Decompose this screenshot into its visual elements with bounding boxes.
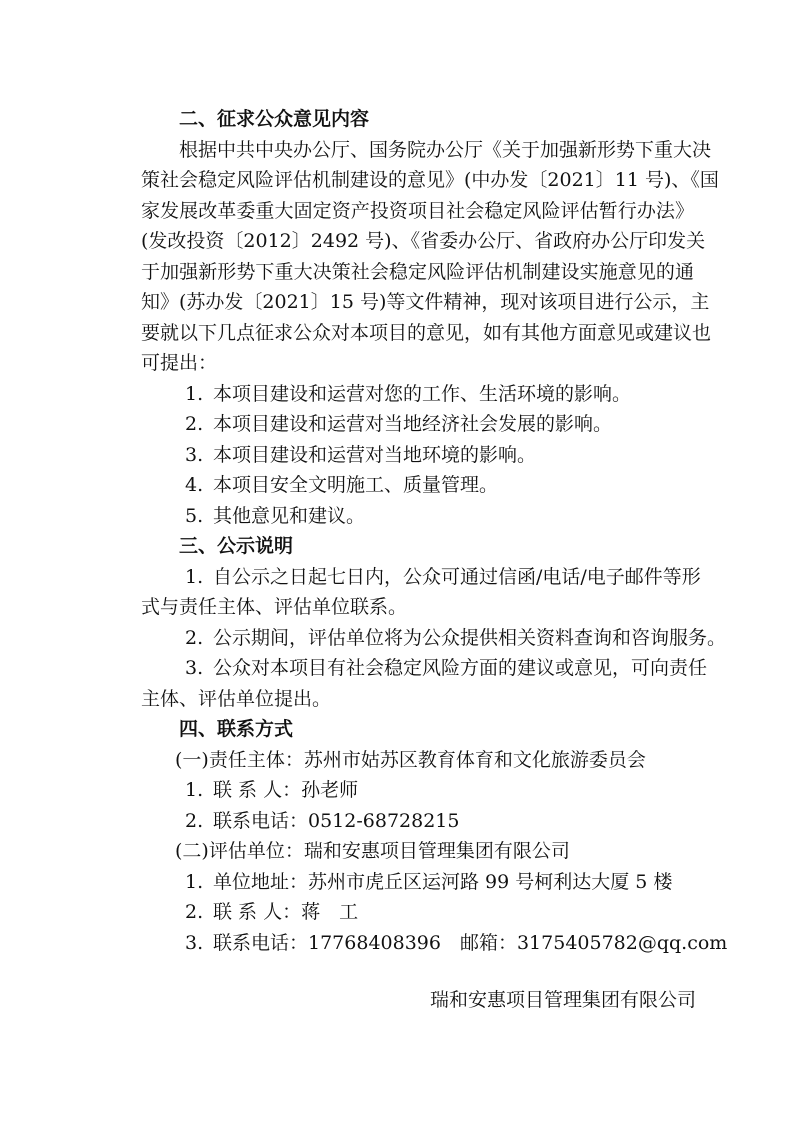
list-item-number: 3. bbox=[185, 443, 204, 466]
paragraph-line: 根据中共中央办公厅、国务院办公厅《关于加强新形势下重大决 bbox=[179, 138, 712, 161]
list-item-continuation: 式与责任主体、评估单位联系。 bbox=[141, 596, 408, 618]
section-3-list bbox=[141, 562, 727, 715]
paragraph-line: 策社会稳定风险评估机制建设的意见》(中办发〔2021〕11 号)、《国 bbox=[141, 169, 719, 191]
list-item bbox=[141, 409, 694, 440]
contact-person: 联 系 人：蒋 工 bbox=[213, 901, 359, 923]
paragraph-line: 要就以下几点征求公众对本项目的意见，如有其他方面意见或建议也 bbox=[141, 321, 712, 344]
section-3-heading: 三、公示说明 bbox=[179, 535, 294, 557]
list-item bbox=[141, 775, 694, 806]
list-item bbox=[141, 470, 694, 501]
list-item bbox=[141, 897, 694, 928]
contact-phone: 联系电话：0512-68728215 bbox=[213, 809, 460, 832]
list-item-text: 公示期间，评估单位将为公众提供相关资料查询和咨询服务。 bbox=[213, 626, 727, 649]
contact-info bbox=[141, 745, 728, 959]
paragraph-line: 知》(苏办发〔2021〕15 号)等文件精神，现对该项目进行公示，主 bbox=[141, 291, 710, 313]
contact-person: 联 系 人：孙老师 bbox=[213, 779, 359, 801]
list-item-number: 4. bbox=[185, 474, 204, 496]
list-item-text: 本项目安全文明施工、质量管理。 bbox=[213, 474, 499, 496]
list-item-continuation: 主体、评估单位提出。 bbox=[141, 687, 332, 710]
list-item bbox=[141, 653, 708, 684]
list-item-text: 自公示之日起七日内，公众可通过信函/电话/电子邮件等形 bbox=[213, 565, 701, 588]
signature: 瑞和安惠项目管理集团有限公司 bbox=[430, 989, 697, 1011]
list-item bbox=[141, 562, 701, 593]
list-item-text: 其他意见和建议。 bbox=[213, 504, 366, 527]
list-item-number: 1. bbox=[185, 382, 204, 405]
list-item-text: 公众对本项目有社会稳定风险方面的建议或意见，可向责任 bbox=[213, 657, 708, 679]
paragraph-line: (发改投资〔2012〕2492 号)、《省委办公厅、省政府办公厅印发关 bbox=[141, 230, 706, 252]
list-item bbox=[141, 928, 728, 959]
section-2-heading: 二、征求公众意见内容 bbox=[179, 108, 370, 130]
list-item bbox=[141, 867, 694, 898]
section-2-list bbox=[141, 379, 694, 532]
list-item-number: 3. bbox=[185, 657, 204, 679]
list-item bbox=[141, 623, 727, 654]
section-4-heading: 四、联系方式 bbox=[179, 718, 294, 740]
evaluator-title: (二)评估单位：瑞和安惠项目管理集团有限公司 bbox=[175, 840, 570, 862]
list-item-number: 2. bbox=[185, 809, 204, 832]
paragraph-line: 于加强新形势下重大决策社会稳定风险评估机制建设实施意见的通 bbox=[141, 260, 694, 283]
list-item-number: 2. bbox=[185, 626, 204, 649]
paragraph-line: 家发展改革委重大固定资产投资项目社会稳定风险评估暂行办法》 bbox=[141, 199, 694, 222]
list-item-number: 2. bbox=[185, 901, 204, 923]
list-item bbox=[141, 501, 694, 532]
document-body bbox=[141, 104, 728, 958]
list-item-number: 3. bbox=[185, 931, 204, 954]
list-item bbox=[141, 379, 694, 410]
list-item-number: 1. bbox=[185, 870, 204, 893]
list-item-number: 5. bbox=[185, 504, 204, 527]
responsible-party-title: (一)责任主体：苏州市姑苏区教育体育和文化旅游委员会 bbox=[175, 748, 646, 771]
evaluator-address: 单位地址：苏州市虎丘区运河路 99 号柯利达大厦 5 楼 bbox=[213, 870, 673, 893]
list-item-number: 1. bbox=[185, 565, 204, 588]
contact-phone-email: 联系电话：17768408396 邮箱：3175405782@qq.com bbox=[213, 931, 728, 954]
list-item-text: 本项目建设和运营对当地经济社会发展的影响。 bbox=[213, 413, 613, 435]
list-item-text: 本项目建设和运营对当地环境的影响。 bbox=[213, 443, 537, 466]
list-item-text: 本项目建设和运营对您的工作、生活环境的影响。 bbox=[213, 382, 632, 405]
section-2-paragraph bbox=[141, 135, 719, 379]
paragraph-line: 可提出： bbox=[141, 352, 218, 374]
list-item bbox=[141, 806, 694, 837]
list-item bbox=[141, 440, 694, 471]
list-item-number: 1. bbox=[185, 779, 204, 801]
list-item-number: 2. bbox=[185, 413, 204, 435]
